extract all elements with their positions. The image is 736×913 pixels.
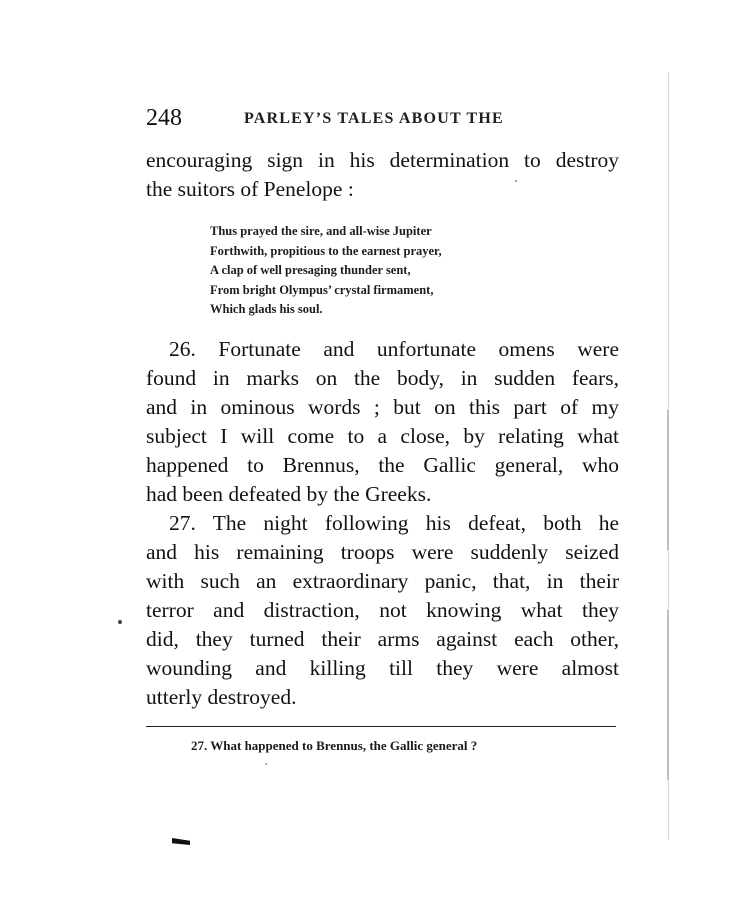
page-edge-shadow-upper xyxy=(667,410,669,550)
scan-speck xyxy=(118,620,122,624)
page-number: 248 xyxy=(146,105,182,131)
quote-line: Thus prayed the sire, and all-wise Jupiter xyxy=(210,224,432,238)
paragraph-26-line: found in marks on the body, in sudden fears, xyxy=(146,366,619,390)
scan-speck xyxy=(515,180,517,182)
quote-line: From bright Olympus’ crystal firmament, xyxy=(210,283,434,297)
quote-line: A clap of well presaging thunder sent, xyxy=(210,263,411,277)
quote-line: Forthwith, propitious to the earnest prayer, xyxy=(210,244,442,258)
footnote-question: 27. What happened to Brennus, the Gallic general ? xyxy=(191,738,478,753)
body-line: encouraging sign in his determination to destroy xyxy=(146,148,619,172)
paragraph-26-line: had been defeated by the Greeks. xyxy=(146,482,432,506)
scan-speck xyxy=(265,763,267,765)
paragraph-27-line: with such an extraordinary panic, that, in their xyxy=(146,569,619,593)
paragraph-27-line: did, they turned their arms against each other, xyxy=(146,627,619,651)
paragraph-27-line: terror and distraction, not knowing what they xyxy=(146,598,619,622)
paragraph-26-line: 26. Fortunate and unfortunate omens were xyxy=(169,337,619,361)
paragraph-27-line: 27. The night following his defeat, both he xyxy=(169,511,619,535)
paragraph-26-line: subject I will come to a close, by relating what xyxy=(146,424,619,448)
running-title: PARLEY’S TALES ABOUT THE xyxy=(244,110,504,127)
page-edge-shadow-lower xyxy=(667,610,669,780)
paragraph-27-line: and his remaining troops were suddenly seized xyxy=(146,540,619,564)
paragraph-27-line: wounding and killing till they were almost xyxy=(146,656,619,680)
quote-line: Which glads his soul. xyxy=(210,302,323,316)
paragraph-27-line: utterly destroyed. xyxy=(146,685,297,709)
footnote-rule xyxy=(146,726,616,727)
running-header xyxy=(146,104,616,134)
paragraph-26-line: happened to Brennus, the Gallic general, who xyxy=(146,453,619,477)
paragraph-26-line: and in ominous words ; but on this part of my xyxy=(146,395,619,419)
body-line: the suitors of Penelope : xyxy=(146,177,354,201)
ink-smudge xyxy=(172,838,190,845)
